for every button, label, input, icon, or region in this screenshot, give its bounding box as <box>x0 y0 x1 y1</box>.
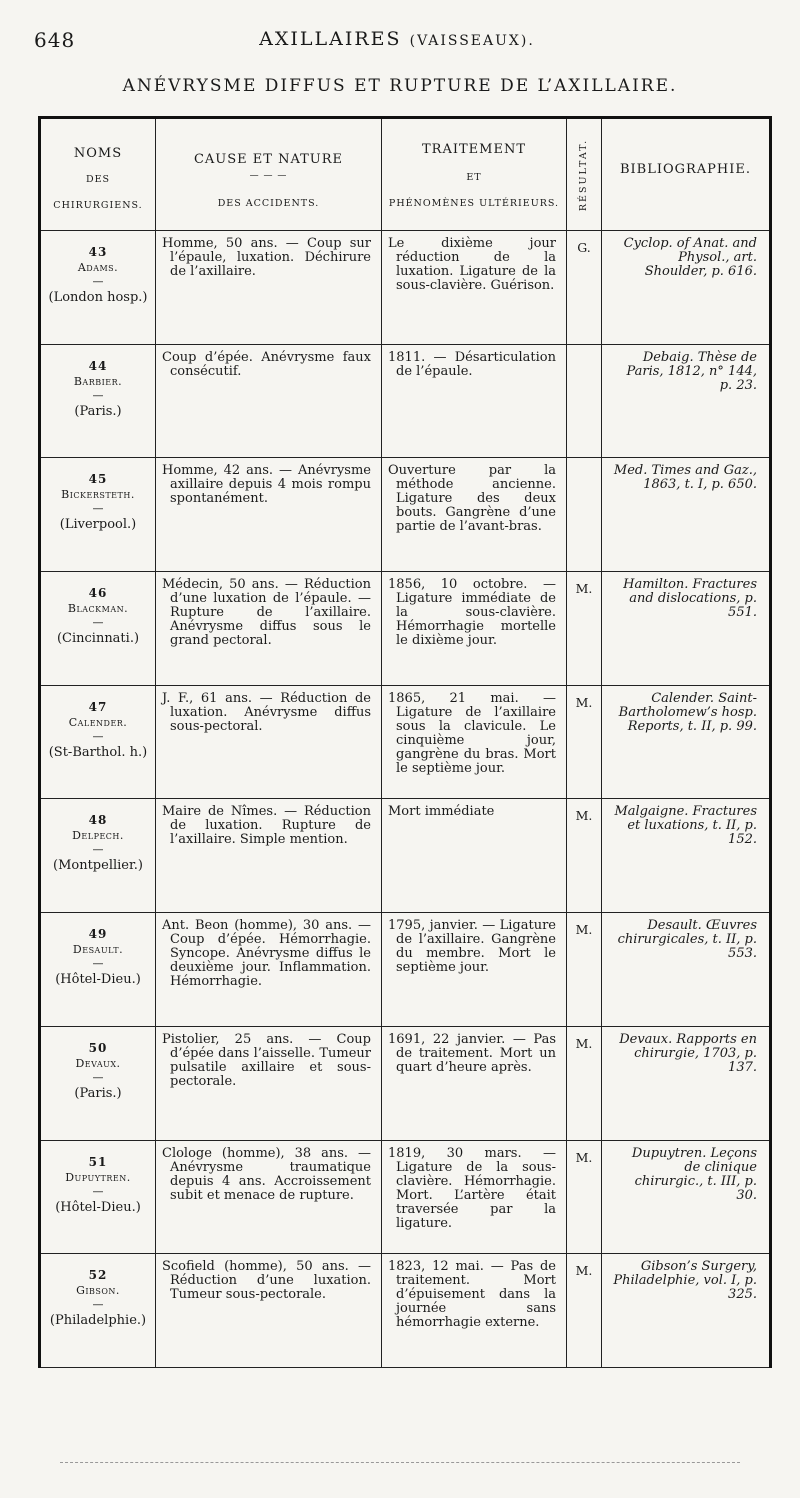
dash-separator: — <box>92 1070 104 1084</box>
cause-cell: Clologe (homme), 38 ans. — Anévrysme traumatique depuis 4 ans. Accroissement subit et menace de rupture. <box>156 1141 382 1255</box>
traitement-cell: 1691, 22 janvier. — Pas de traitement. Mort un quart d’heure après. <box>382 1027 567 1141</box>
column-header-cause-l1: CAUSE ET NATURE <box>193 152 344 167</box>
column-header-bibliographie-label: BIBLIOGRAPHIE. <box>619 162 752 177</box>
case-table <box>38 116 772 1368</box>
bibliographie-text: Devaux. Rapports en chirurgie, 1703, p. 137. <box>619 1031 757 1075</box>
bibliographie-text: Dupuytren. Leçons de clinique chirurgic., t. III, p. 30. <box>631 1145 757 1203</box>
bibliographie-cell <box>602 345 769 459</box>
resultat-cell: M. <box>567 1141 602 1255</box>
case-number: 43 <box>88 245 108 259</box>
traitement-cell: Mort immédiate <box>382 799 567 913</box>
column-header-resultat <box>567 119 602 231</box>
running-title <box>34 28 760 50</box>
traitement-cell: 1856, 10 octobre. — Ligature immédiate de la sous-clavière. Hémorrhagie mortelle le dixième jour. <box>382 572 567 686</box>
bibliographie-text: Med. Times and Gaz., 1863, t. I, p. 650. <box>613 463 757 493</box>
surgeon-cell <box>41 458 156 572</box>
surgeon-name: Devaux. <box>75 1056 121 1070</box>
cause-cell: Ant. Beon (homme), 30 ans. — Coup d’épée. Hémorrhagie. Syncope. Anévrysme diffus le deuxième jour. Inflammation. Hémorrhagie. <box>156 913 382 1027</box>
column-header-names <box>41 119 156 231</box>
surgeon-cell <box>41 345 156 459</box>
column-header-cause <box>156 119 382 231</box>
column-header-traitement-l2: ET <box>466 172 482 183</box>
surgeon-name: Blackman. <box>67 602 129 616</box>
traitement-cell: 1795, janvier. — Ligature de l’axillaire. Gangrène du membre. Mort le septième jour. <box>382 913 567 1027</box>
case-number: 45 <box>88 472 108 487</box>
page-header <box>34 28 760 58</box>
cause-cell: Homme, 50 ans. — Coup sur l’épaule, luxation. Déchirure de l’axillaire. <box>156 231 382 345</box>
column-header-bibliographie <box>602 119 769 231</box>
dash-separator: — <box>92 729 104 743</box>
case-number: 46 <box>88 586 108 601</box>
traitement-cell: Le dixième jour réduction de la luxation. Ligature de la sous-clavière. Guérison. <box>382 231 567 345</box>
surgeon-place: (London hosp.) <box>48 290 148 305</box>
surgeon-place: (Montpellier.) <box>53 858 143 874</box>
dash-separator: — <box>92 275 104 288</box>
dash-separator: — <box>92 502 104 516</box>
column-header-traitement <box>382 119 567 231</box>
bibliographie-cell <box>602 458 769 572</box>
bibliographie-cell <box>602 1027 769 1141</box>
traitement-cell: 1819, 30 mars. — Ligature de la sous-clavière. Hémorrhagie. Mort. L’artère était traversée par la ligature. <box>382 1141 567 1255</box>
bibliographie-cell <box>602 913 769 1027</box>
case-number: 44 <box>88 358 108 373</box>
surgeon-cell <box>41 913 156 1027</box>
cause-cell: Médecin, 50 ans. — Réduction d’une luxation de l’épaule. — Rupture de l’axillaire. Anévrysme diffus sous le grand pectoral. <box>156 572 382 686</box>
bibliographie-text: Gibson’s Surgery, Philadelphie, vol. I, p. 325. <box>613 1259 757 1303</box>
bibliographie-text: Cyclop. of Anat. and Physol., art. Shoulder, p. 616. <box>623 236 757 279</box>
bibliographie-cell <box>602 1254 769 1368</box>
bibliographie-text: Malgaigne. Fractures et luxations, t. II, p. 152. <box>614 804 757 848</box>
resultat-cell: M. <box>567 686 602 800</box>
bibliographie-cell <box>602 572 769 686</box>
dash-separator: — <box>92 616 104 630</box>
surgeon-cell <box>41 231 156 345</box>
column-header-traitement-l1: TRAITEMENT <box>422 142 526 157</box>
column-header-cause-dash: — — — <box>249 171 288 181</box>
surgeon-place: (St-Barthol. h.) <box>48 744 148 760</box>
running-title-main: AXILLAIRES <box>259 28 402 50</box>
cause-cell: Maire de Nîmes. — Réduction de luxation. Rupture de l’axillaire. Simple mention. <box>156 799 382 913</box>
running-title-sub: (VAISSEAUX). <box>409 33 535 49</box>
resultat-cell: M. <box>567 1254 602 1368</box>
surgeon-place: (Hôtel-Dieu.) <box>55 1199 141 1215</box>
dash-separator: — <box>92 957 104 971</box>
surgeon-place: (Hôtel-Dieu.) <box>55 972 141 988</box>
bibliographie-cell <box>602 231 769 345</box>
surgeon-place: (Paris.) <box>74 1085 122 1101</box>
case-number: 52 <box>88 1268 108 1283</box>
resultat-cell: M. <box>567 913 602 1027</box>
surgeon-place: (Liverpool.) <box>59 517 137 533</box>
surgeon-name: Barbier. <box>73 374 123 388</box>
bibliographie-text: Desault. Œuvres chirurgicales, t. II, p. 553. <box>617 918 757 962</box>
cause-cell: J. F., 61 ans. — Réduction de luxation. Anévrysme diffus sous-pectoral. <box>156 686 382 800</box>
traitement-cell: 1823, 12 mai. — Pas de traitement. Mort d’épuisement dans la journée sans hémorrhagie externe. <box>382 1254 567 1368</box>
case-number: 47 <box>88 699 108 714</box>
surgeon-cell <box>41 1141 156 1255</box>
surgeon-cell <box>41 799 156 913</box>
bibliographie-cell <box>602 686 769 800</box>
column-header-traitement-l3: PHÉNOMÈNES ULTÉRIEURS. <box>388 198 560 209</box>
resultat-cell <box>567 458 602 572</box>
case-table-grid <box>41 119 769 1368</box>
traitement-cell: 1865, 21 mai. — Ligature de l’axillaire sous la clavicule. Le cinquième jour, gangrène du bras. Mort le septième jour. <box>382 686 567 800</box>
bibliographie-text: Hamilton. Fractures and dislocations, p. 551. <box>623 577 757 621</box>
page-number: 648 <box>34 28 76 52</box>
surgeon-cell <box>41 1027 156 1141</box>
resultat-cell: M. <box>567 572 602 686</box>
traitement-cell: 1811. — Désarticulation de l’épaule. <box>382 345 567 459</box>
surgeon-name: Adams. <box>77 261 119 274</box>
column-header-names-l3: CHIRURGIENS. <box>53 200 143 211</box>
dash-separator: — <box>92 388 104 402</box>
surgeon-place: (Cincinnati.) <box>56 631 140 647</box>
bibliographie-cell <box>602 1141 769 1255</box>
surgeon-name: Desault. <box>72 943 124 957</box>
bibliographie-text: Debaig. Thèse de Paris, 1812, n° 144, p. 23. <box>626 349 757 393</box>
column-header-names-l1: NOMS <box>73 146 123 161</box>
bibliographie-text: Calender. Saint-Bartholomew’s hosp. Reports, t. II, p. 99. <box>618 690 757 734</box>
surgeon-name: Dupuytren. <box>65 1170 131 1184</box>
surgeon-name: Delpech. <box>72 829 124 843</box>
section-title: ANÉVRYSME DIFFUS ET RUPTURE DE L’AXILLAIRE. <box>122 76 678 96</box>
surgeon-cell <box>41 686 156 800</box>
resultat-cell: G. <box>567 231 602 345</box>
column-header-names-l2: DES <box>85 174 111 185</box>
column-header-cause-l2: DES ACCIDENTS. <box>217 198 320 209</box>
surgeon-name: Calender. <box>68 715 128 729</box>
surgeon-place: (Philadelphie.) <box>49 1313 147 1329</box>
case-number: 50 <box>88 1040 108 1055</box>
case-number: 51 <box>88 1154 108 1169</box>
surgeon-cell <box>41 1254 156 1368</box>
traitement-cell: Ouverture par la méthode ancienne. Ligature des deux bouts. Gangrène d’une partie de l’avant-bras. <box>382 458 567 572</box>
dash-separator: — <box>92 1298 104 1312</box>
bibliographie-cell <box>602 799 769 913</box>
resultat-cell: M. <box>567 799 602 913</box>
resultat-cell <box>567 345 602 459</box>
cause-cell: Homme, 42 ans. — Anévrysme axillaire depuis 4 mois rompu spontanément. <box>156 458 382 572</box>
surgeon-place: (Paris.) <box>74 403 122 419</box>
dash-separator: — <box>92 1184 104 1198</box>
cause-cell: Coup d’épée. Anévrysme faux consécutif. <box>156 345 382 459</box>
surgeon-cell <box>41 572 156 686</box>
surgeon-name: Bickersteth. <box>61 488 135 502</box>
bottom-rule <box>60 1462 740 1465</box>
dash-separator: — <box>92 843 104 857</box>
cause-cell: Pistolier, 25 ans. — Coup d’épée dans l’aisselle. Tumeur pulsatile axillaire et sous-pectorale. <box>156 1027 382 1141</box>
resultat-cell: M. <box>567 1027 602 1141</box>
case-number: 48 <box>88 813 108 828</box>
column-header-resultat-label: RÉSULTAT. <box>578 138 589 211</box>
case-number: 49 <box>88 927 108 942</box>
cause-cell: Scofield (homme), 50 ans. — Réduction d’une luxation. Tumeur sous-pectorale. <box>156 1254 382 1368</box>
surgeon-name: Gibson. <box>76 1284 120 1298</box>
